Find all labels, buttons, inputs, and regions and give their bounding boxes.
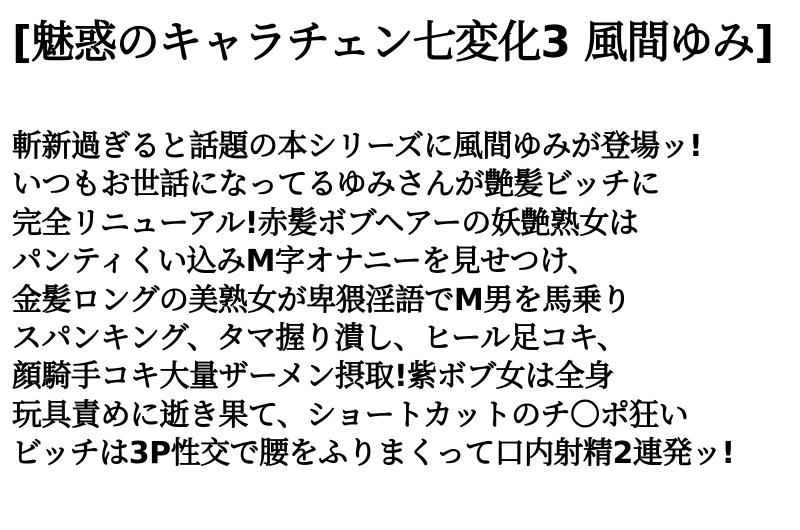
body-line: 顔騎手コキ大量ザーメン摂取!紫ボブ女は全身 [12, 359, 614, 395]
body-line: スパンキング、タマ握り潰し、ヒール足コキ、 [12, 320, 627, 356]
body-line: 完全リニューアル!赤髪ボブヘアーの妖艶熟女は [12, 205, 639, 241]
body-line: 玩具責めに逝き果て、ショートカットのチ〇ポ狂い [12, 397, 689, 433]
body-line: パンティくい込みM字オナニーを見せつけ、 [12, 244, 598, 280]
body-line: 斬新過ぎると話題の本シリーズに風間ゆみが登場ッ! [12, 129, 703, 164]
page-title: [魅惑のキャラチェン七変化3 風間ゆみ] [12, 17, 774, 68]
body-line: 金髪ロングの美熟女が卑猥淫語でM男を馬乗り [12, 282, 631, 318]
body-line: いつもお世話になってるゆみさんが艶髪ビッチに [12, 167, 660, 203]
body-text-block [12, 128, 794, 474]
body-line: ビッチは3P性交で腰をふりまくって口内射精2連発ッ! [12, 436, 735, 472]
